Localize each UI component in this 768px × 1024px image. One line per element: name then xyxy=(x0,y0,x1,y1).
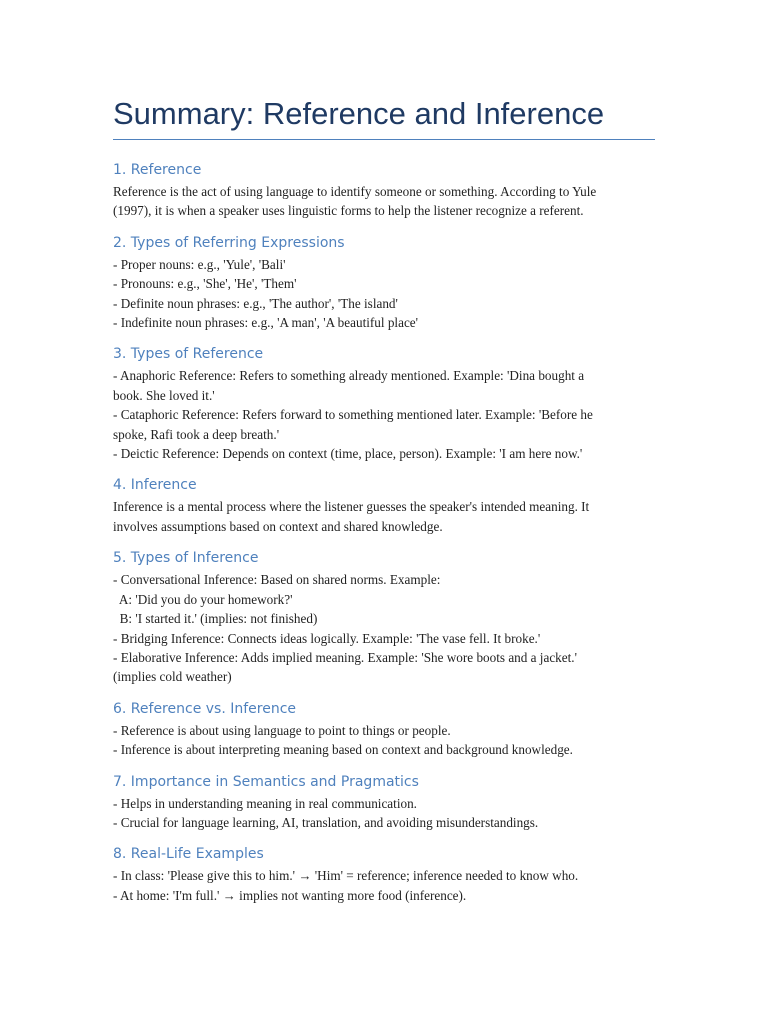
section-types-of-inference xyxy=(113,546,658,686)
list-item: - Bridging Inference: Connects ideas logically. Example: 'The vase fell. It broke.' xyxy=(113,630,541,646)
section-real-life-examples xyxy=(113,842,658,905)
title-underline xyxy=(113,139,655,140)
section-heading: 2. Types of Referring Expressions xyxy=(113,234,345,251)
section-body xyxy=(113,794,658,833)
body-line: Reference is the act of using language to identify someone or something. According to Yule xyxy=(113,184,597,199)
list-item: - Conversational Inference: Based on shared norms. Example: xyxy=(113,572,441,588)
section-body xyxy=(113,497,658,536)
section-body xyxy=(113,182,658,221)
section-types-of-referring-expressions xyxy=(113,231,658,333)
section-body xyxy=(113,866,658,905)
section-reference xyxy=(113,158,658,221)
section-importance xyxy=(113,770,658,833)
section-heading: 7. Importance in Semantics and Pragmatics xyxy=(113,773,419,790)
list-item: A: 'Did you do your homework?' xyxy=(113,591,293,607)
section-inference xyxy=(113,473,658,536)
list-item: - Proper nouns: e.g., 'Yule', 'Bali' xyxy=(113,256,286,272)
list-item: (implies cold weather) xyxy=(113,669,232,685)
section-heading: 3. Types of Reference xyxy=(113,346,264,363)
list-item: - Indefinite noun phrases: e.g., 'A man', 'A beautiful place' xyxy=(113,315,419,331)
list-item: - Reference is about using language to point to things or people. xyxy=(113,722,451,738)
list-item: - Definite noun phrases: e.g., 'The author', 'The island' xyxy=(113,295,398,311)
list-item: - Crucial for language learning, AI, translation, and avoiding misunderstandings. xyxy=(113,814,539,830)
section-body xyxy=(113,255,658,333)
list-item: - Deictic Reference: Depends on context (time, place, person). Example: 'I am here now.' xyxy=(113,446,583,462)
list-item: B: 'I started it.' (implies: not finished) xyxy=(113,611,318,627)
list-item: - Elaborative Inference: Adds implied meaning. Example: 'She wore boots and a jacket.' xyxy=(113,649,577,665)
list-item: - Helps in understanding meaning in real communication. xyxy=(113,795,417,811)
section-body xyxy=(113,570,658,686)
page-title: Summary: Reference and Inference xyxy=(113,96,605,131)
list-item: book. She loved it.' xyxy=(113,387,215,403)
body-line: (1997), it is when a speaker uses linguistic forms to help the listener recognize a referent. xyxy=(113,203,584,219)
section-heading: 4. Inference xyxy=(113,477,197,494)
list-item: - Inference is about interpreting meaning based on context and background knowledge. xyxy=(113,742,573,758)
section-reference-vs-inference xyxy=(113,697,658,760)
list-item: - In class: 'Please give this to him.' → 'Him' = reference; inference needed to know who. xyxy=(113,868,579,884)
section-types-of-reference xyxy=(113,342,658,463)
section-heading: 5. Types of Inference xyxy=(113,550,259,567)
list-item: - At home: 'I'm full.' → implies not wanting more food (inference). xyxy=(113,887,467,903)
document-content xyxy=(113,158,658,905)
section-heading: 1. Reference xyxy=(113,162,202,178)
section-body xyxy=(113,366,658,463)
list-item: spoke, Rafi took a deep breath.' xyxy=(113,426,280,442)
section-heading: 6. Reference vs. Inference xyxy=(113,700,297,717)
body-line: Inference is a mental process where the listener guesses the speaker's intended meaning. It xyxy=(113,499,590,515)
section-body xyxy=(113,721,658,760)
section-heading: 8. Real-Life Examples xyxy=(113,846,264,863)
list-item: - Cataphoric Reference: Refers forward to something mentioned later. Example: 'Before he xyxy=(113,407,593,423)
body-line: involves assumptions based on context and shared knowledge. xyxy=(113,518,443,534)
list-item: - Anaphoric Reference: Refers to something already mentioned. Example: 'Dina bought a xyxy=(113,368,585,384)
list-item: - Pronouns: e.g., 'She', 'He', 'Them' xyxy=(113,276,297,292)
